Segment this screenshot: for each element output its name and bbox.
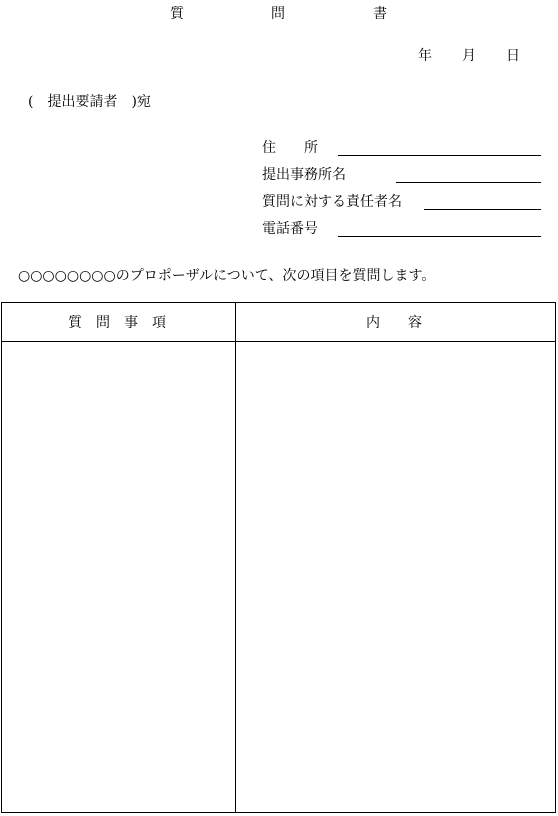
date-line bbox=[418, 48, 558, 64]
intro-text: ○○○○○○○○のプロポーザルについて、次の項目を質問します。 bbox=[18, 268, 436, 284]
field-label-address: 住 所 bbox=[262, 140, 318, 156]
field-label-phone: 電話番号 bbox=[262, 221, 318, 237]
question-table bbox=[1, 302, 556, 813]
addressee: ( 提出要請者 )宛 bbox=[28, 94, 151, 110]
content-header: 内 容 bbox=[366, 315, 422, 331]
title-char-1: 質 bbox=[170, 6, 184, 22]
date-year-label: 年 bbox=[418, 48, 432, 64]
question-item-header: 質 問 事 項 bbox=[68, 315, 166, 331]
field-line-office-name[interactable] bbox=[396, 182, 541, 183]
field-label-responsible-person: 質問に対する責任者名 bbox=[262, 194, 402, 210]
title-char-2: 問 bbox=[271, 6, 285, 22]
question-item-cell[interactable] bbox=[2, 342, 235, 812]
field-line-responsible-person[interactable] bbox=[424, 209, 541, 210]
content-cell[interactable] bbox=[236, 342, 555, 812]
date-day-label: 日 bbox=[506, 48, 520, 64]
form-title bbox=[0, 6, 558, 22]
field-label-office-name: 提出事務所名 bbox=[262, 167, 346, 183]
date-month-label: 月 bbox=[462, 48, 476, 64]
field-line-address[interactable] bbox=[338, 155, 541, 156]
field-line-phone[interactable] bbox=[338, 236, 541, 237]
title-char-3: 書 bbox=[373, 6, 387, 22]
